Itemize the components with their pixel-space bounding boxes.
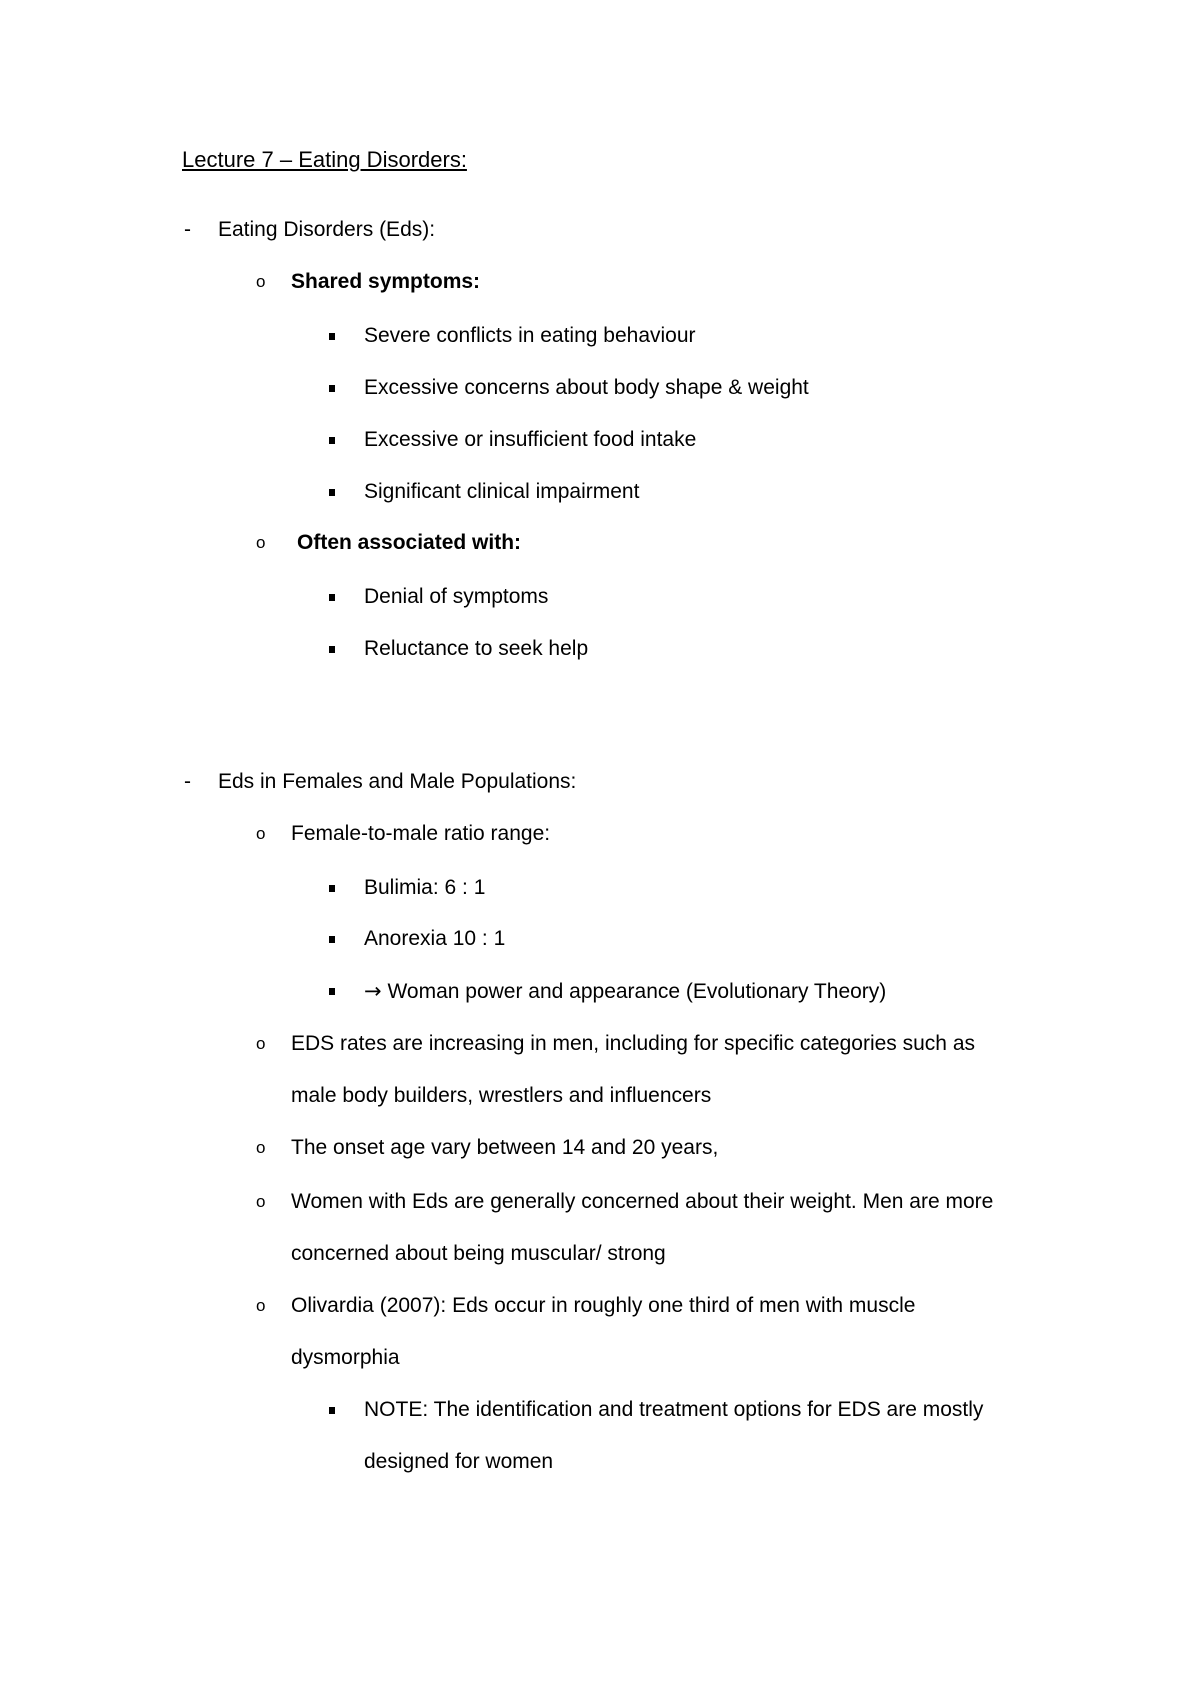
section-heading: Eds in Females and Male Populations: bbox=[218, 770, 577, 793]
list-item: Anorexia 10 : 1 bbox=[364, 927, 506, 950]
circle-bullet: o bbox=[256, 533, 266, 552]
list-item: Denial of symptoms bbox=[364, 585, 549, 608]
point-text: Women with Eds are generally concerned about their weight. Men are more bbox=[291, 1190, 994, 1213]
note-text-continued: designed for women bbox=[364, 1450, 554, 1473]
list-item: Reluctance to seek help bbox=[364, 637, 589, 660]
circle-bullet: o bbox=[256, 824, 266, 843]
square-bullet bbox=[329, 333, 335, 340]
list-item bbox=[364, 977, 886, 1006]
point-text-continued: concerned about being muscular/ strong bbox=[291, 1242, 666, 1265]
page-title: Lecture 7 – Eating Disorders: bbox=[182, 147, 467, 172]
list-item: Severe conflicts in eating behaviour bbox=[364, 324, 696, 347]
circle-bullet: o bbox=[256, 1296, 266, 1315]
point-text-continued: dysmorphia bbox=[291, 1346, 400, 1369]
section-heading: Eating Disorders (Eds): bbox=[218, 218, 436, 241]
square-bullet bbox=[329, 437, 335, 444]
circle-bullet: o bbox=[256, 1034, 266, 1053]
square-bullet bbox=[329, 594, 335, 601]
subheading-shared-symptoms: Shared symptoms: bbox=[291, 270, 481, 293]
point-text: EDS rates are increasing in men, including for specific categories such as bbox=[291, 1032, 975, 1055]
point-text-continued: male body builders, wrestlers and influencers bbox=[291, 1084, 712, 1107]
square-bullet bbox=[329, 988, 335, 995]
list-item: Significant clinical impairment bbox=[364, 480, 640, 503]
subheading-often-associated: Often associated with: bbox=[297, 531, 522, 554]
subheading-ratio: Female-to-male ratio range: bbox=[291, 822, 551, 845]
point-text: Olivardia (2007): Eds occur in roughly one third of men with muscle bbox=[291, 1294, 916, 1317]
square-bullet bbox=[329, 646, 335, 653]
point-text: The onset age vary between 14 and 20 years, bbox=[291, 1136, 719, 1159]
list-item: Excessive or insufficient food intake bbox=[364, 428, 697, 451]
dash-bullet: - bbox=[184, 218, 191, 241]
circle-bullet: o bbox=[256, 1138, 266, 1157]
circle-bullet: o bbox=[256, 1192, 266, 1211]
square-bullet bbox=[329, 489, 335, 496]
list-item: Bulimia: 6 : 1 bbox=[364, 876, 486, 899]
right-arrow-icon: → bbox=[364, 979, 382, 1003]
square-bullet bbox=[329, 1407, 335, 1414]
circle-bullet: o bbox=[256, 272, 266, 291]
arrow-item-text: Woman power and appearance (Evolutionary Theory) bbox=[387, 980, 887, 1003]
square-bullet bbox=[329, 385, 335, 392]
list-item: Excessive concerns about body shape & weight bbox=[364, 376, 809, 399]
square-bullet bbox=[329, 885, 335, 892]
note-text: NOTE: The identification and treatment options for EDS are mostly bbox=[364, 1398, 984, 1421]
dash-bullet: - bbox=[184, 770, 191, 793]
square-bullet bbox=[329, 936, 335, 943]
